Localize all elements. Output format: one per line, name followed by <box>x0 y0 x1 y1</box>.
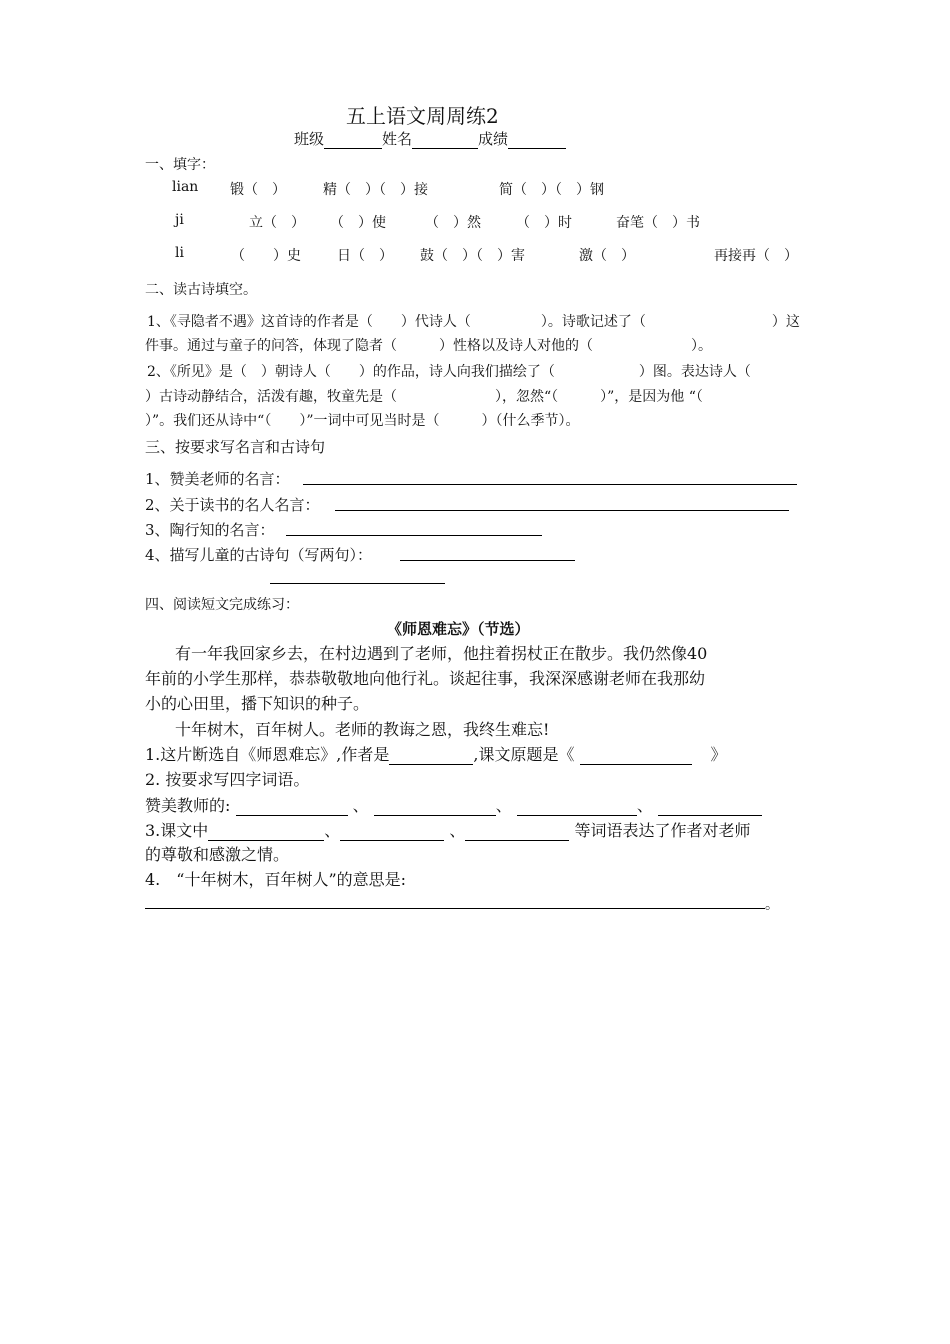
answer-line[interactable] <box>303 484 797 485</box>
pinyin-li: li <box>175 245 184 261</box>
separator: 、 <box>352 796 369 815</box>
question-4: 4. “十年树木，百年树人”的意思是: <box>145 870 407 889</box>
question-text: 》 <box>710 745 727 764</box>
question-text: 1.这片断选自《师恩难忘》,作者是 <box>145 745 390 764</box>
fill-item[interactable]: （ ）史 <box>231 248 301 264</box>
fill-item[interactable]: （ ）使 <box>330 215 386 231</box>
question-text: 赞美教师的: <box>145 796 231 815</box>
fill-item[interactable]: 简（ ）（ ）钢 <box>499 182 604 198</box>
question-1 <box>145 742 726 765</box>
section2-heading: 二、读古诗填空。 <box>145 282 257 298</box>
separator: 、 <box>449 821 466 840</box>
passage-title: 《师恩难忘》（节选） <box>387 620 530 638</box>
poem-line: 1、《寻隐者不遇》这首诗的作者是（ ）代诗人（ ）。诗歌记述了（ ）这 <box>147 314 800 330</box>
poem-line: ）”。我们还从诗中“（ ）”一词中可见当时是（ ）（什么季节）。 <box>145 413 580 429</box>
fill-item[interactable]: （ ）然 <box>425 215 481 231</box>
name-field[interactable] <box>412 132 478 149</box>
score-label: 成绩 <box>478 130 509 148</box>
idiom-blank[interactable] <box>658 799 762 816</box>
quote-prompt: 4、描写儿童的古诗句（写两句）： <box>145 546 373 564</box>
passage-line: 年前的小学生那样，恭恭敬敬地向他行礼。谈起往事，我深深感谢老师在我那幼 <box>145 669 706 688</box>
author-blank[interactable] <box>389 748 473 765</box>
class-field[interactable] <box>324 132 382 149</box>
answer-line[interactable] <box>145 908 765 909</box>
answer-line[interactable] <box>335 510 789 511</box>
class-label: 班级 <box>294 130 325 148</box>
fill-item[interactable]: 日（ ） <box>337 248 393 264</box>
question-text: ,课文原题是《 <box>473 745 575 764</box>
section3-heading: 三、按要求写名言和古诗句 <box>145 438 326 456</box>
original-title-blank[interactable] <box>580 748 692 765</box>
poem-line: 件事。通过与童子的问答，体现了隐者（ ）性格以及诗人对他的（ ）。 <box>145 338 712 354</box>
pinyin-ji: ji <box>175 212 184 228</box>
fill-item[interactable]: 激（ ） <box>579 248 635 264</box>
question-3 <box>145 818 751 841</box>
question-2: 2. 按要求写四字词语。 <box>145 770 310 789</box>
fill-item[interactable]: 再接再（ ） <box>714 248 798 264</box>
idiom-blank[interactable] <box>236 799 348 816</box>
fill-item[interactable]: 鼓（ ）（ ）害 <box>420 248 525 264</box>
passage-line: 小的心田里，播下知识的种子。 <box>145 694 370 713</box>
quote-prompt: 3、陶行知的名言： <box>145 521 275 539</box>
poem-line: ）古诗动静结合，活泼有趣，牧童先是（ ），忽然“（ ）”，是因为他 “（ <box>145 389 703 405</box>
name-label: 姓名 <box>382 130 413 148</box>
section1-heading: 一、填字： <box>145 157 215 173</box>
answer-line[interactable] <box>270 583 445 584</box>
section4-heading: 四、阅读短文完成练习： <box>145 597 299 613</box>
student-info-line <box>294 128 566 149</box>
idiom-blank[interactable] <box>517 799 637 816</box>
question-text: 3.课文中 <box>145 821 209 840</box>
answer-line[interactable] <box>400 560 575 561</box>
page-title: 五上语文周周练2 <box>346 104 499 128</box>
fill-item[interactable]: 锻（ ） <box>230 182 286 198</box>
quote-prompt: 2、关于读书的名人名言： <box>145 496 320 514</box>
question-text: 等词语表达了作者对老师 <box>574 821 751 840</box>
answer-line[interactable] <box>286 535 542 536</box>
period: 。 <box>765 897 779 913</box>
separator: 、 <box>495 796 512 815</box>
question-3-cont: 的尊敬和感激之情。 <box>145 845 290 864</box>
fill-item[interactable]: 立（ ） <box>249 215 305 231</box>
fill-item[interactable]: 奋笔（ ）书 <box>616 215 700 231</box>
word-blank[interactable] <box>208 824 324 841</box>
poem-line: 2、《所见》是（ ）朝诗人（ ）的作品，诗人向我们描绘了（ ）图。表达诗人（ <box>147 364 751 380</box>
passage-line: 有一年我回家乡去，在村边遇到了老师，他拄着拐杖正在散步。我仍然像40 <box>175 644 708 663</box>
pinyin-lian: lian <box>172 179 199 195</box>
idiom-blank[interactable] <box>374 799 496 816</box>
question-2-answers <box>145 793 762 816</box>
quote-prompt: 1、赞美老师的名言： <box>145 470 290 488</box>
score-field[interactable] <box>508 132 566 149</box>
fill-item[interactable]: 精（ ）（ ）接 <box>323 182 428 198</box>
fill-item[interactable]: （ ）时 <box>516 215 572 231</box>
separator: 、 <box>324 821 341 840</box>
passage-line: 十年树木，百年树人。老师的教诲之恩，我终生难忘! <box>175 720 550 739</box>
separator: 、 <box>636 796 653 815</box>
word-blank[interactable] <box>465 824 569 841</box>
word-blank[interactable] <box>340 824 444 841</box>
